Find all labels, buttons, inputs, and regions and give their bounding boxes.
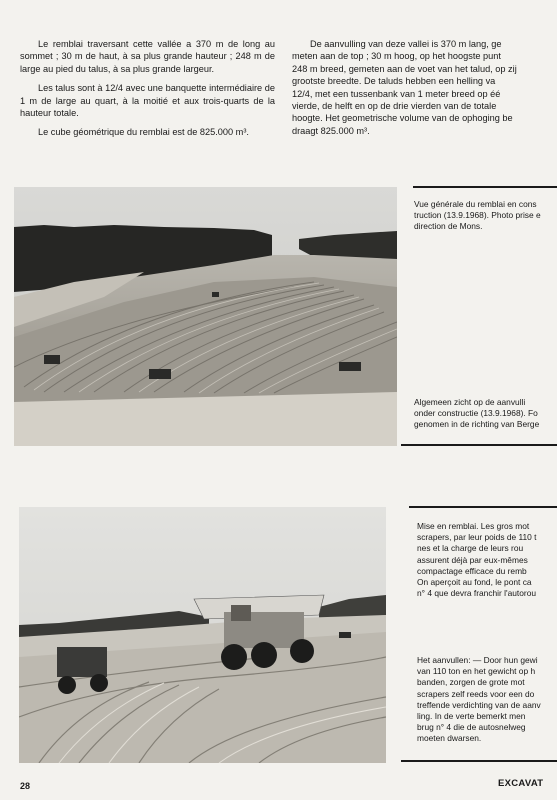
- caption-line: onder constructie (13.9.1968). Fo: [414, 408, 538, 419]
- caption-rule: [401, 760, 557, 762]
- caption-line: compactage efficace du remb: [417, 565, 527, 576]
- photo2-caption-nl: [417, 655, 557, 745]
- nl-line: vierde, de helft en op de drie vierden van de totale: [292, 101, 497, 112]
- caption-line: scrapers, par leur poids de 110 t: [417, 532, 537, 543]
- caption-line: nes et la charge de leurs rou: [417, 543, 524, 554]
- article-text-french: [20, 38, 275, 146]
- caption-line: n° 4 que devra franchir l'autorou: [417, 588, 537, 599]
- caption-rule: [409, 506, 557, 508]
- nl-line: 248 m breed, gemeten aan de voet van het talud, op zij: [292, 63, 517, 74]
- article-text-dutch: [292, 38, 554, 137]
- caption-line: genomen in de richting van Berge: [414, 419, 540, 430]
- caption-line: moeten dwarsen.: [417, 733, 482, 744]
- caption-line: direction de Mons.: [414, 221, 483, 232]
- caption-line: ling. In de verte bemerkt men: [417, 711, 526, 722]
- nl-line: meten aan de top ; 30 m hoog, op het hoogste punt: [292, 51, 501, 62]
- caption-line: Het aanvullen: — Door hun gewi: [417, 655, 538, 665]
- caption-rule: [401, 444, 557, 446]
- nl-line: grootste breedte. De taluds hebben een helling va: [292, 76, 496, 87]
- nl-line: De aanvulling van deze vallei is 370 m lang, ge: [310, 39, 502, 49]
- caption-line: Algemeen zicht op de aanvulli: [414, 397, 526, 407]
- paragraph-dimensions-fr: Le remblai traversant cette vallée a 370 m de long au sommet ; 30 m de haut, à sa plus grande hauteur ; 248 m de large au pied du talus, à sa plus grande largeur.: [20, 39, 275, 74]
- caption-rule: [413, 186, 557, 188]
- paragraph-volume-fr: Le cube géométrique du remblai est de 825.000 m³.: [38, 127, 249, 138]
- page-number: 28: [20, 781, 31, 791]
- caption-line: brug n° 4 die de autosnelweg: [417, 722, 526, 733]
- caption-line: van 110 ton en het gewicht op h: [417, 666, 536, 677]
- embankment-overview-photo: [14, 187, 397, 446]
- photo1-caption-fr: [414, 199, 557, 233]
- caption-line: banden, zorgen de grote mot: [417, 677, 525, 688]
- caption-line: On aperçoit au fond, le pont ca: [417, 577, 532, 588]
- nl-line: 12/4, met een tussenbank van 1 meter breed op éé: [292, 88, 501, 99]
- caption-line: Vue générale du remblai en cons: [414, 199, 537, 209]
- caption-line: Mise en remblai. Les gros mot: [417, 521, 530, 531]
- caption-line: scrapers zelf reeds voor een do: [417, 688, 535, 699]
- photo2-caption-fr: [417, 521, 557, 599]
- nl-line: draagt 825.000 m³.: [292, 125, 370, 136]
- caption-line: truction (13.9.1968). Photo prise e: [414, 210, 541, 221]
- paragraph-slopes-fr: Les talus sont à 12/4 avec une banquette intermédiaire de 1 m de large au quart, à la moitié et aux trois-quarts de la hauteur totale.: [20, 83, 275, 119]
- caption-line: treffende verdichting van de aanv: [417, 699, 541, 710]
- running-head: EXCAVAT: [498, 778, 544, 789]
- photo1-caption-nl: [414, 397, 557, 431]
- caption-line: assurent déjà par eux-mêmes: [417, 554, 528, 565]
- motor-scrapers-photo: [19, 507, 386, 763]
- nl-line: hoogte. Het geometrische volume van de ophoging be: [292, 113, 513, 124]
